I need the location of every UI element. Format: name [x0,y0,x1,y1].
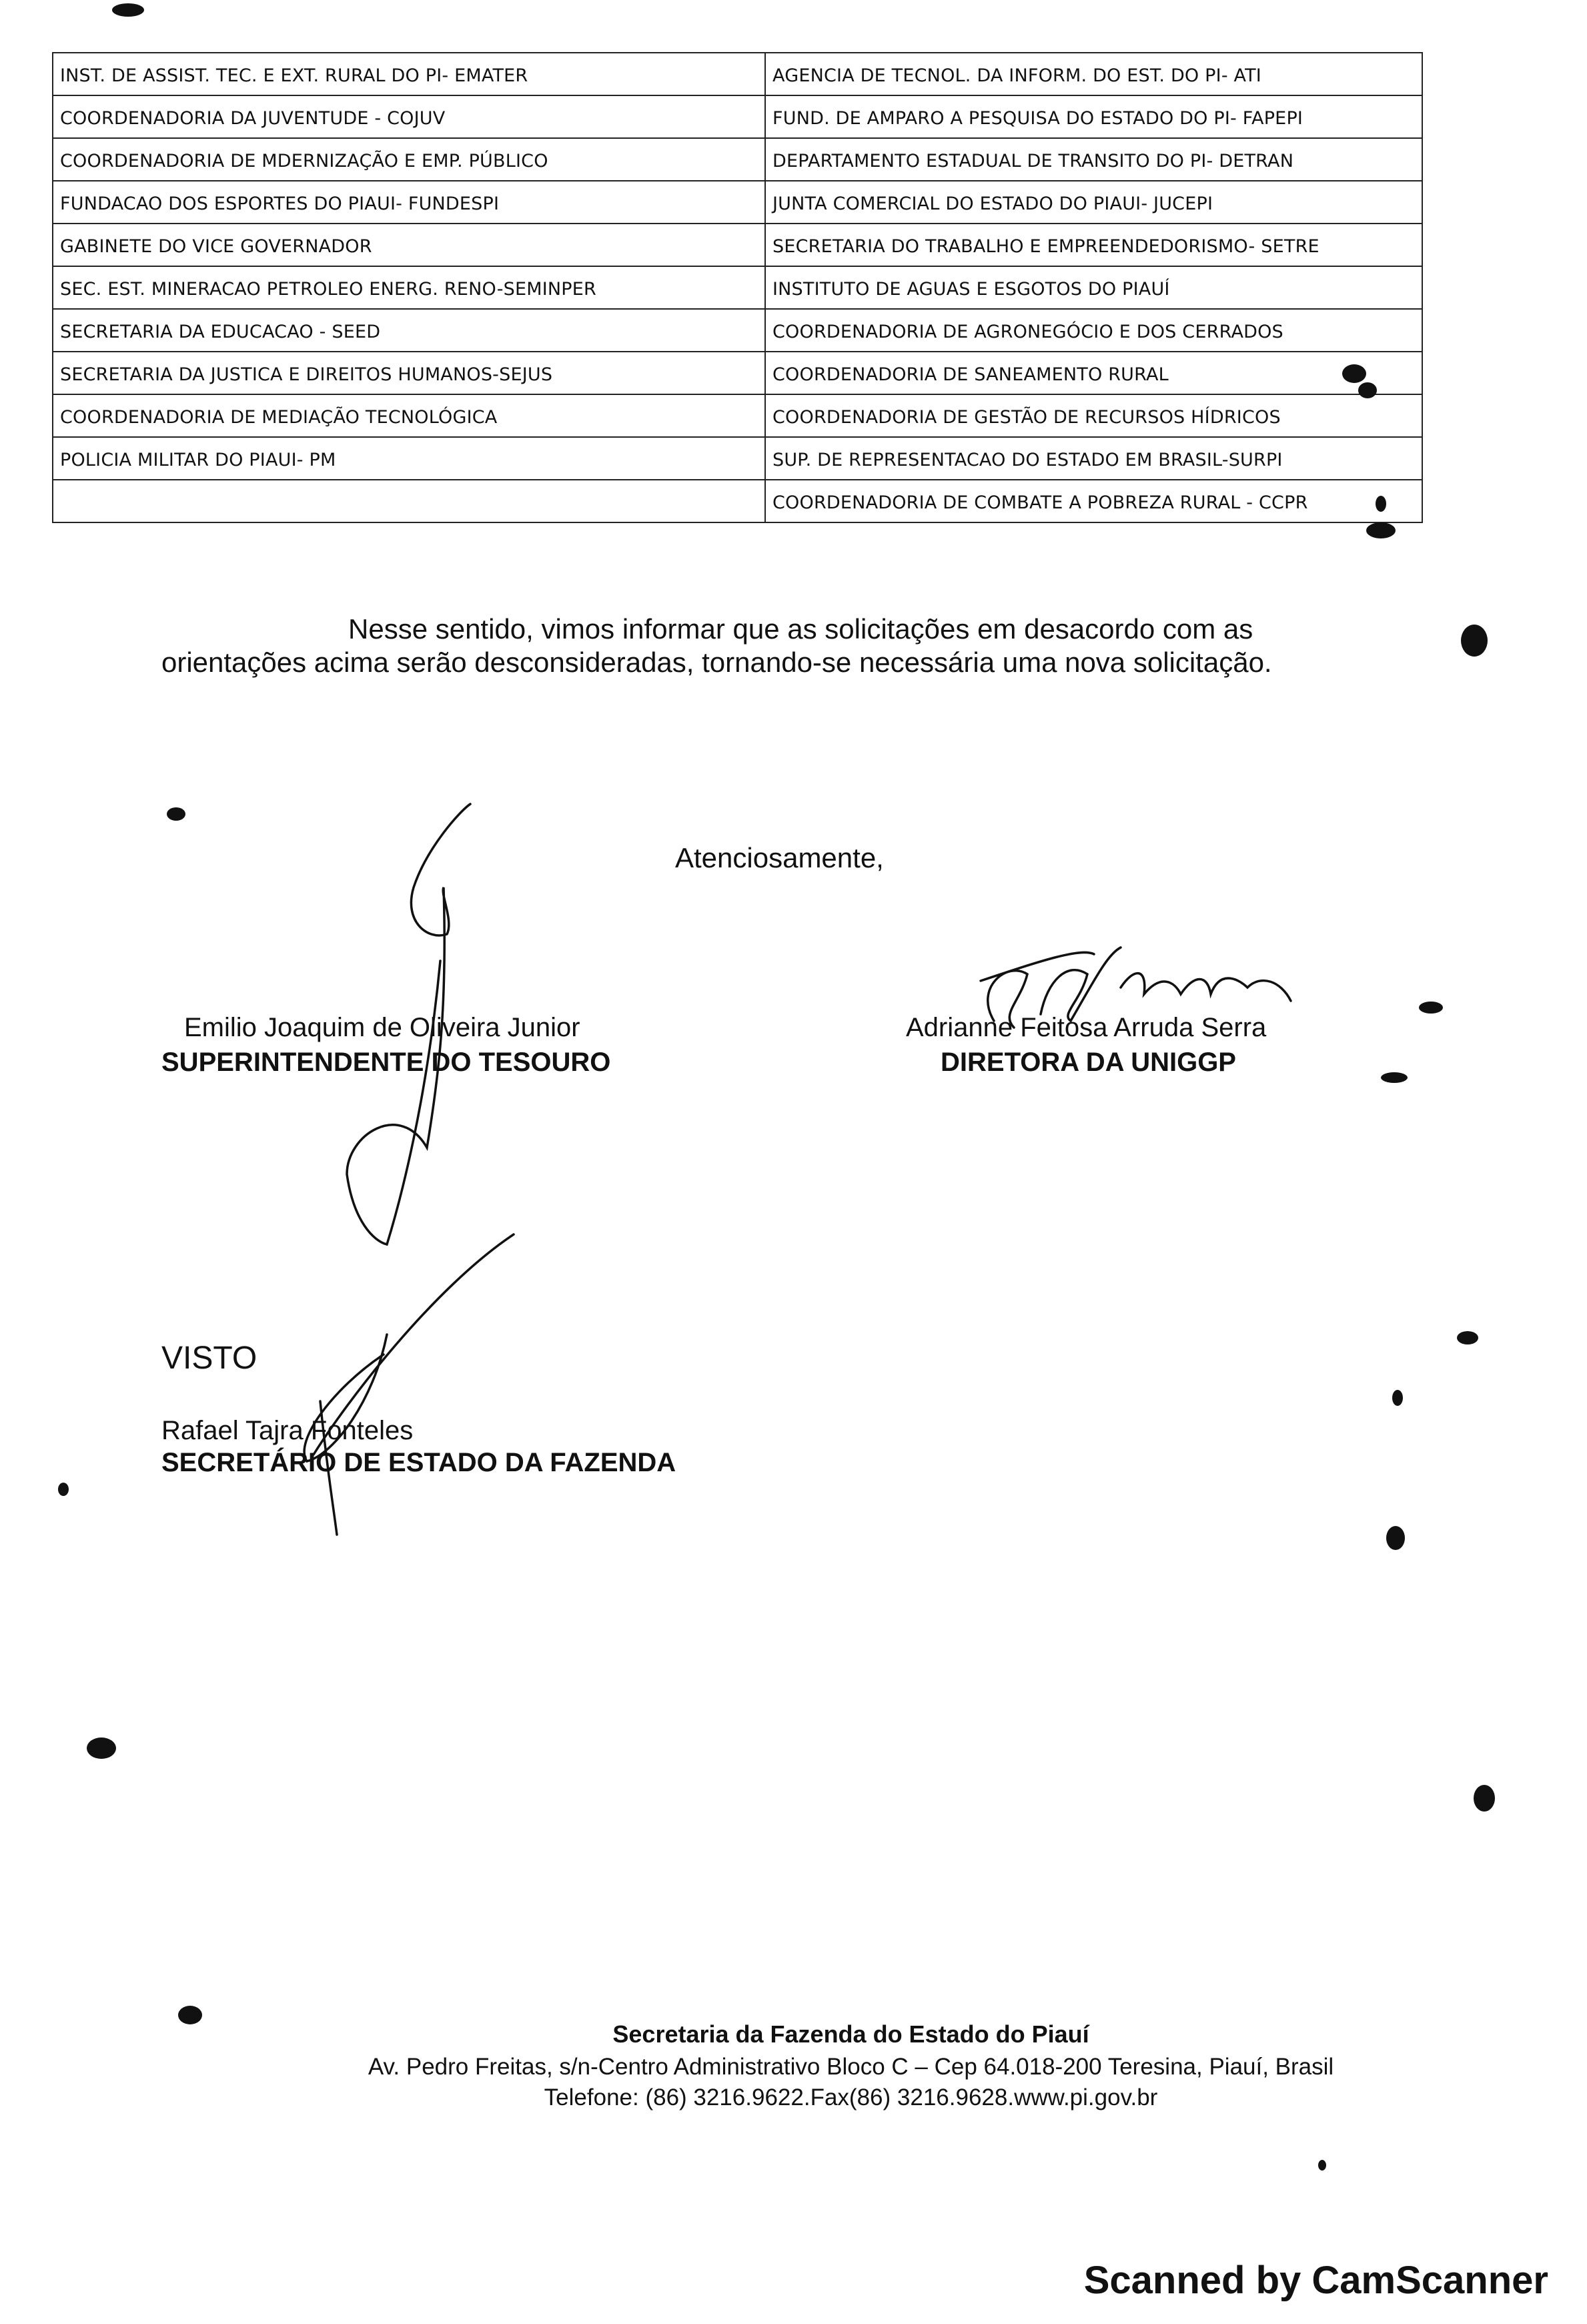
signatory-left-title: SUPERINTENDENTE DO TESOURO [161,1048,611,1077]
table-cell-left: SECRETARIA DA JUSTICA E DIREITOS HUMANOS-SEJUS [53,352,765,394]
table-cell-left: GABINETE DO VICE GOVERNADOR [53,224,765,266]
scanner-watermark: Scanned by CamScanner [1083,2259,1548,2302]
table-row [53,53,1422,95]
table-row [53,437,1422,480]
signatory-right-title: DIRETORA DA UNIGGP [941,1048,1236,1077]
table-cell-left: FUNDACAO DOS ESPORTES DO PIAUI- FUNDESPI [53,181,765,224]
agency-table-body [53,53,1422,522]
table-row [53,181,1422,224]
table-cell-left: COORDENADORIA DA JUVENTUDE - COJUV [53,95,765,138]
table-cell-left: SEC. EST. MINERACAO PETROLEO ENERG. RENO-SEMINPER [53,266,765,309]
table-row [53,394,1422,437]
table-cell-right: JUNTA COMERCIAL DO ESTADO DO PIAUI- JUCEPI [765,181,1422,224]
table-row [53,266,1422,309]
signatory-bottom-title: SECRETÁRIO DE ESTADO DA FAZENDA [161,1448,676,1477]
paragraph-line-1: Nesse sentido, vimos informar que as solicitações em desacordo com as [348,613,1253,645]
footer-address: Av. Pedro Freitas, s/n-Centro Administrativo Bloco C – Cep 64.018-200 Teresina, Piauí, Brasil [368,2054,1334,2080]
agency-table [52,52,1423,523]
table-cell-right: AGENCIA DE TECNOL. DA INFORM. DO EST. DO PI- ATI [765,53,1422,95]
visto-label: VISTO [161,1340,257,1376]
table-cell-right: COORDENADORIA DE SANEAMENTO RURAL [765,352,1422,394]
table-cell-left: POLICIA MILITAR DO PIAUI- PM [53,437,765,480]
table-cell-right: SECRETARIA DO TRABALHO E EMPREENDEDORISMO- SETRE [765,224,1422,266]
table-cell-right: DEPARTAMENTO ESTADUAL DE TRANSITO DO PI- DETRAN [765,138,1422,181]
table-cell-left: SECRETARIA DA EDUCACAO - SEED [53,309,765,352]
table-row [53,352,1422,394]
signature-bottom [304,1234,514,1535]
table-cell-left: INST. DE ASSIST. TEC. E EXT. RURAL DO PI- EMATER [53,53,765,95]
table-row [53,95,1422,138]
signatory-bottom-name: Rafael Tajra Fonteles [161,1416,414,1445]
table-cell-right: COORDENADORIA DE COMBATE A POBREZA RURAL - CCPR [765,480,1422,522]
paragraph-line-2: orientações acima serão desconsideradas, tornando-se necessária uma nova solicitação. [161,647,1272,678]
table-cell-right: COORDENADORIA DE GESTÃO DE RECURSOS HÍDRICOS [765,394,1422,437]
paragraph [161,613,1429,679]
table-cell-left: COORDENADORIA DE MEDIAÇÃO TECNOLÓGICA [53,394,765,437]
closing: Atenciosamente, [675,842,884,873]
table-row [53,480,1422,522]
signatory-right-name: Adrianne Feitosa Arruda Serra [906,1013,1267,1042]
table-row [53,224,1422,266]
table-row [53,138,1422,181]
signatory-left-name: Emilio Joaquim de Oliveira Junior [184,1013,580,1042]
table-row [53,309,1422,352]
footer-org: Secretaria da Fazenda do Estado do Piauí [612,2020,1089,2048]
table-cell-left: COORDENADORIA DE MDERNIZAÇÃO E EMP. PÚBLICO [53,138,765,181]
table-cell-right: SUP. DE REPRESENTACAO DO ESTADO EM BRASIL-SURPI [765,437,1422,480]
table-cell-right: COORDENADORIA DE AGRONEGÓCIO E DOS CERRADOS [765,309,1422,352]
table-cell-left [53,480,765,522]
table-cell-right: FUND. DE AMPARO A PESQUISA DO ESTADO DO PI- FAPEPI [765,95,1422,138]
table-cell-right: INSTITUTO DE AGUAS E ESGOTOS DO PIAUÍ [765,266,1422,309]
footer-phone: Telefone: (86) 3216.9622.Fax(86) 3216.9628.www.pi.gov.br [544,2084,1158,2110]
